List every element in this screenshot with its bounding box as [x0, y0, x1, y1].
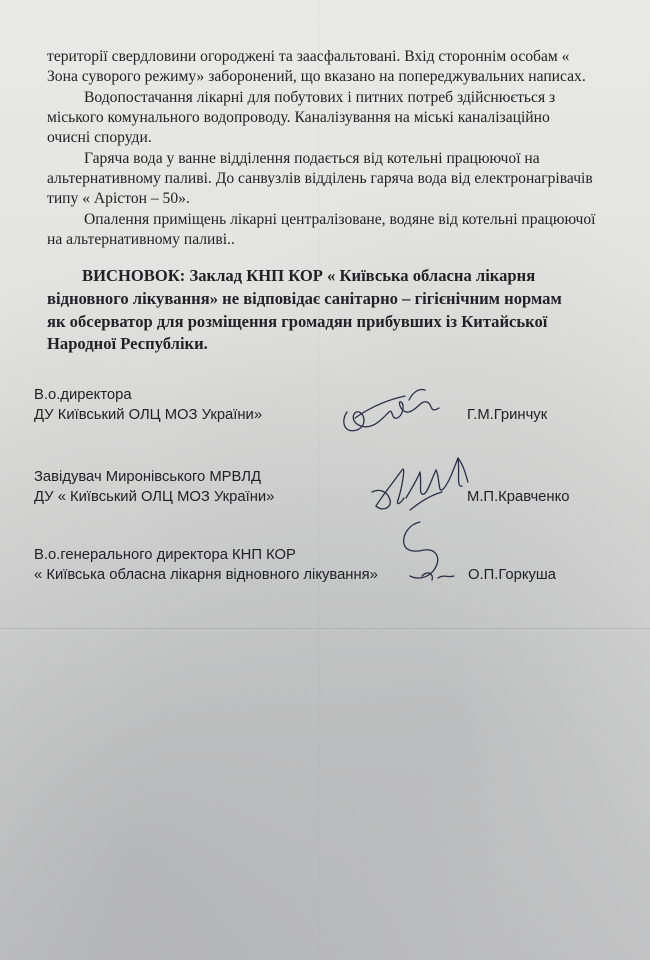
body-line: Зона суворого режиму» заборонений, що вказано на попереджувальних написах.	[47, 68, 586, 85]
signatory-title: ДУ Київський ОЛЦ МОЗ України»	[34, 407, 263, 423]
body-line: Водопостачання лікарні для побутових і питних потреб здійснюється з	[84, 89, 556, 106]
body-line: Гаряча вода у ванне відділення подається від котельні працюючої на	[84, 150, 540, 167]
signatory-title: « Київська обласна лікарня відновного лікування»	[34, 567, 378, 583]
signatory-name: Г.М.Гринчук	[467, 407, 548, 423]
body-line: міського комунального водопроводу. Каналізування на міські каналізаційно	[47, 109, 550, 126]
paper-crease	[0, 628, 650, 629]
body-line: на альтернативному паливі..	[47, 231, 235, 248]
handwritten-signature-1	[335, 378, 455, 448]
signatory-name: М.П.Кравченко	[467, 489, 570, 505]
conclusion-line: відновного лікування» не відповідає санітарно – гігієнічним нормам	[47, 289, 562, 308]
handwritten-signature-3	[380, 512, 470, 592]
body-line: типу « Арістон – 50».	[47, 190, 190, 207]
body-line: Опалення приміщень лікарні централізоване, водяне від котельні працюючої	[84, 211, 596, 228]
conclusion-line: Народної Республіки.	[47, 334, 208, 353]
paper-crease	[318, 0, 319, 960]
signatory-title: В.о.директора	[34, 387, 132, 403]
signatory-title: ДУ « Київський ОЛЦ МОЗ України»	[34, 489, 275, 505]
signatory-title: В.о.генерального директора КНП КОР	[34, 547, 296, 563]
conclusion-line: ВИСНОВОК: Заклад КНП КОР « Київська обласна лікарня	[82, 266, 536, 285]
body-line: території свердловини огороджені та заасфальтовані. Вхід стороннім особам «	[47, 48, 570, 65]
conclusion-line: як обсерватор для розміщення громадян прибувших із Китайської	[47, 312, 548, 331]
signatory-title: Завідувач Миронівського МРВЛД	[34, 469, 261, 485]
body-line: альтернативному паливі. До санвузлів відділень гаряча вода від електронагрівачів	[47, 170, 593, 187]
body-line: очисні споруди.	[47, 129, 152, 146]
signatory-name: О.П.Горкуша	[468, 567, 556, 583]
